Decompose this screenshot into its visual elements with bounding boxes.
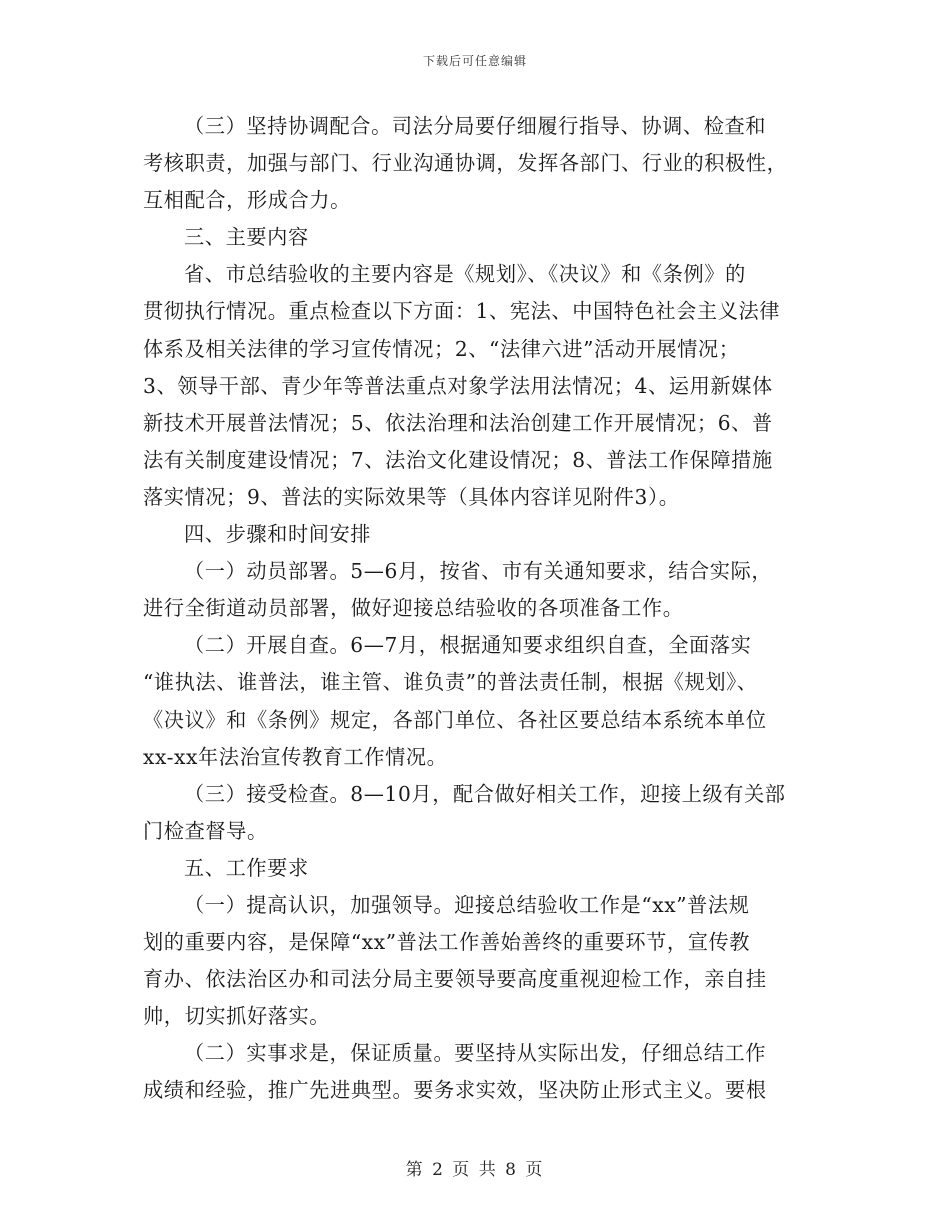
paragraph-start-line: 三、主要内容 [184,225,309,250]
paragraph-start-line: 四、步骤和时间安排 [184,522,372,547]
paragraph-line: 进行全街道动员部署，做好迎接总结验收的各项准备工作。 [143,596,684,621]
paragraph-line: 划的重要内容，是保障“xx”普法工作善始善终的重要环节，宣传教 [143,930,751,955]
paragraph-line: 法有关制度建设情况；7、法治文化建设情况；8、普法工作保障措施 [143,447,773,472]
paragraph-start-line: （三）接受检查。8—10月，配合做好相关工作，迎接上级有关部 [184,781,786,806]
paragraph-line: 帅，切实抓好落实。 [143,1004,331,1029]
paragraph-start-line: 五、工作要求 [184,855,309,880]
paragraph-line: xx-xx年法治宣传教育工作情况。 [143,744,448,769]
paragraph-line: 育办、依法治区办和司法分局主要领导要高度重视迎检工作，亲自挂 [143,967,767,992]
document-body [143,108,808,1110]
paragraph-start-line: （二）实事求是，保证质量。要坚持从实际出发，仔细总结工作 [184,1041,767,1066]
paragraph-line: 贯彻执行情况。重点检查以下方面：1、宪法、中国特色社会主义法律 [143,299,781,324]
paragraph-line: “谁执法、谁普法，谁主管、谁负责”的普法责任制，根据《规划》、 [143,670,758,695]
paragraph-line: 考核职责，加强与部门、行业沟通协调，发挥各部门、行业的积极性， [143,151,788,176]
paragraph-start-line: （三）坚持协调配合。司法分局要仔细履行指导、协调、检查和 [184,114,767,138]
header-note: 下载后可任意编辑 [422,54,527,68]
paragraph-line: 体系及相关法律的学习宣传情况；2、“法律六进”活动开展情况； [143,336,740,361]
paragraph-start-line: （二）开展自查。6—7月，根据通知要求组织自查，全面落实 [184,633,752,658]
paragraph-line: 互相配合，形成合力。 [143,188,351,213]
paragraph-line: 落实情况；9、普法的实际效果等（具体内容详见附件3）。 [143,484,680,509]
paragraph-line: 门检查督导。 [143,818,268,843]
paragraph-line: 3、领导干部、青少年等普法重点对象学法用法情况；4、运用新媒体 [143,373,773,398]
paragraph-start-line: 省、市总结验收的主要内容是《规划》、《决议》和《条例》的 [184,262,746,287]
paragraph-line: 《决议》和《条例》规定，各部门单位、各社区要总结本系统本单位 [143,707,767,732]
paragraph-line: 成绩和经验，推广先进典型。要务求实效，坚决防止形式主义。要根 [143,1078,767,1103]
paragraph-start-line: （一）动员部署。5—6月，按省、市有关通知要求，结合实际， [184,559,773,584]
paragraph-start-line: （一）提高认识，加强领导。迎接总结验收工作是“xx”普法规 [184,892,750,917]
paragraph-line: 新技术开展普法情况；5、依法治理和法治创建工作开展情况；6、普 [143,410,773,435]
page-number: 第 2 页 共 8 页 [405,1160,545,1180]
